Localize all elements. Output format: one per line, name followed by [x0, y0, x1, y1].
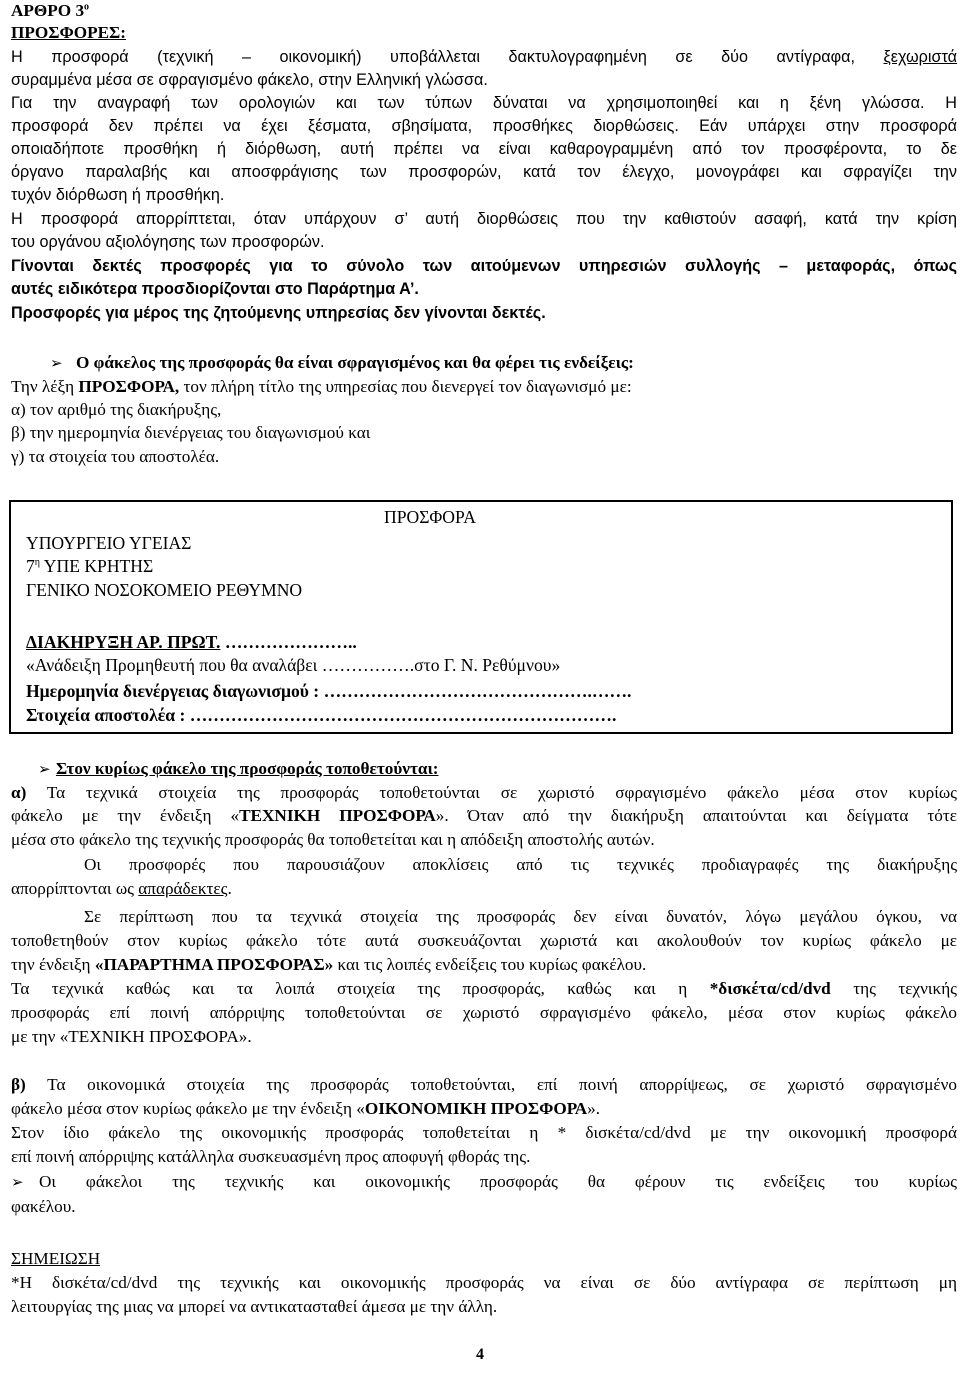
main-a-line-2: φάκελο με την ένδειξη «ΤΕΧΝΙΚΗ ΠΡΟΣΦΟΡΑ». Όταν από την διακήρυξη απαιτούνται και δείγματα τότε — [11, 806, 958, 825]
main-heading: ➢ Στον κυρίως φάκελο της προσφοράς τοποθετούνται: — [38, 759, 439, 778]
arrow-bullet-icon: ➢ — [50, 354, 63, 372]
main-c-line-1: Στον ίδιο φάκελο της οικονομικής προσφοράς τοποθετείται η * δισκέτα/cd/dvd με την οικονομική προσφορά — [11, 1123, 957, 1142]
main-b-line-1: β) Τα οικονομικά στοιχεία της προσφοράς τοποθετούνται, επί ποινή απορρίψεως, σε χωριστό σφραγισμένο — [11, 1075, 957, 1094]
box-sender: Στοιχεία αποστολέα : ………………………………………………………………. — [26, 705, 617, 725]
main-tech-line-1: Τα τεχνικά καθώς και τα λοιπά στοιχεία της προσφοράς, καθώς και η *δισκέτα/cd/dvd της τεχνικής — [11, 979, 957, 998]
main-size-line-1: Σε περίπτωση που τα τεχνικά στοιχεία της προσφοράς δεν είναι δυνατόν, λόγω μεγάλου όγκου, να — [84, 907, 957, 926]
section-title: ΠΡΟΣΦΟΡΕΣ: — [11, 23, 127, 42]
main-tech-line-2: προσφοράς επί ποινή απόρριψης τοποθετούνται σε χωριστό σφραγισμένο φάκελο, μέσα στον κυρίως φάκελο — [11, 1003, 957, 1022]
box-declaration: ΔΙΑΚΗΡΥΞΗ ΑΡ. ΠΡΩΤ. ………………….. — [26, 632, 357, 652]
box-subject: «Ανάδειξη Προμηθευτή που θα αναλάβει …………….στο Γ. Ν. Ρεθύμνου» — [26, 655, 561, 675]
main-reject-line-1: Οι προσφορές που παρουσιάζουν αποκλίσεις από τις τεχνικές προδιαγραφές της διακήρυξης — [84, 855, 957, 874]
main-size-line-3: την ένδειξη «ΠΑΡΑΡΤΗΜΑ ΠΡΟΣΦΟΡΑΣ» και τις λοιπές ενδείξεις του κυρίως φακέλου. — [11, 955, 647, 974]
box-hospital: ΓΕΝΙΚΟ ΝΟΣΟΚΟΜΕΙΟ ΡΕΘΥΜΝΟ — [26, 580, 303, 600]
envelope-bullet: ➢ Ο φάκελος της προσφοράς θα είναι σφραγισμένος και θα φέρει τις ενδείξεις: — [50, 353, 634, 372]
main-d-line-2: φακέλου. — [11, 1197, 76, 1216]
arrow-bullet-icon: ➢ — [38, 760, 51, 778]
arrow-bullet-icon: ➢ — [11, 1173, 24, 1191]
main-tech-line-3: με την «ΤΕΧΝΙΚΗ ΠΡΟΣΦΟΡΑ». — [11, 1027, 252, 1046]
note-title: ΣΗΜΕΙΩΣΗ — [11, 1249, 101, 1268]
article-line-12: Προσφορές για μέρος της ζητούμενης υπηρεσίας δεν γίνονται δεκτές. — [11, 304, 546, 322]
article-line-6: όργανο παραλαβής και αποσφράγισης των προσφορών, κατά τον έλεγχο, μονογράφει και σφραγίζει την — [11, 163, 957, 181]
article-line-9: του οργάνου αξιολόγησης των προσφορών. — [11, 233, 325, 251]
article-line-5: οποιαδήποτε προσθήκη ή διόρθωση, αυτή πρέπει να είναι καθαρογραμμένη από τον προσφέροντα, το δε — [11, 140, 957, 158]
main-size-line-2: τοποθετηθούν στον κυρίως φάκελο τότε αυτά συσκευάζονται χωριστά και ακολουθούν τον κυρίως φάκελο με — [11, 931, 957, 950]
article-line-3: Για την αναγραφή των ορολογιών και των τύπων δύναται να χρησιμοποιηθεί και η ξένη γλώσσα. Η — [11, 94, 957, 112]
article-line-4: προσφορά δεν πρέπει να έχει ξέσματα, σβησίματα, προσθήκες διορθώσεις. Εάν υπάρχει στην προσφορά — [11, 117, 957, 135]
main-c-line-2: επί ποινή απόρριψης κατάλληλα συσκευασμένη προς αποφυγή φθοράς της. — [11, 1147, 531, 1166]
note-line-1: *Η δισκέτα/cd/dvd της τεχνικής και οικονομικής προσφοράς να είναι σε δύο αντίγραφα σε περίπτωση μη — [11, 1273, 957, 1292]
box-date: Ημερομηνία διενέργειας διαγωνισμού : ……………………………………….……. — [26, 681, 632, 701]
article-line-11: αυτές ειδικότερα προσδιορίζονται στο Παράρτημα Α’. — [11, 280, 419, 298]
main-reject-line-2: απορρίπτονται ως απαράδεκτες. — [11, 879, 232, 898]
envelope-item-b: β) την ημερομηνία διενέργειας του διαγωνισμού και — [11, 423, 371, 442]
note-line-2: λειτουργίας της μιας να μπορεί να αντικατασταθεί άμεσα με την άλλη. — [11, 1297, 498, 1316]
main-b-line-2: φάκελο μέσα στον κυρίως φάκελο με την ένδειξη «ΟΙΚΟΝΟΜΙΚΗ ΠΡΟΣΦΟΡΑ». — [11, 1099, 600, 1118]
envelope-words: Την λέξη ΠΡΟΣΦΟΡΑ, τον πλήρη τίτλο της υπηρεσίας που διενεργεί τον διαγωνισμό με: — [11, 377, 632, 396]
envelope-item-a: α) τον αριθμό της διακήρυξης, — [11, 400, 222, 419]
article-line-8: Η προσφορά απορρίπτεται, όταν υπάρχουν σ’ αυτή διορθώσεις που την καθιστούν ασαφή, κατά την κρίση — [11, 210, 957, 228]
box-ministry: ΥΠΟΥΡΓΕΙΟ ΥΓΕΙΑΣ — [26, 533, 192, 553]
article-line-1: Η προσφορά (τεχνική – οικονομική) υποβάλλεται δακτυλογραφημένη σε δύο αντίγραφα, ξεχωριστά — [11, 48, 957, 66]
main-d-line-1: ➢ Οι φάκελοι της τεχνικής και οικονομικής προσφοράς θα φέρουν τις ενδείξεις του κυρίως — [11, 1172, 957, 1191]
box-title: ΠΡΟΣΦΟΡΑ — [384, 507, 476, 527]
box-ype: $7^\eta$ ΥΠΕ ΚΡΗΤΗΣ — [26, 556, 154, 576]
article-line-2: συραμμένα μέσα σε σφραγισμένο φάκελο, στην Ελληνική γλώσσα. — [11, 71, 488, 89]
article-heading: ΑΡΘΡΟ $3^o$ — [11, 1, 90, 20]
main-a-line-3: μέσα στο φάκελο της τεχνικής προσφοράς θα τοποθετείται και η απόδειξη αποστολής αυτών. — [11, 830, 655, 849]
page-number: 4 — [476, 1346, 484, 1363]
article-line-10: Γίνονται δεκτές προσφορές για το σύνολο των αιτούμενων υπηρεσιών συλλογής – μεταφοράς, όπως — [11, 257, 957, 275]
envelope-item-c: γ) τα στοιχεία του αποστολέα. — [11, 447, 220, 466]
article-line-7: τυχόν διόρθωση ή προσθήκη. — [11, 186, 225, 204]
main-a-line-1: α) Τα τεχνικά στοιχεία της προσφοράς τοποθετούνται σε χωριστό σφραγισμένο φάκελο μέσα στον κυρίως — [11, 783, 957, 802]
